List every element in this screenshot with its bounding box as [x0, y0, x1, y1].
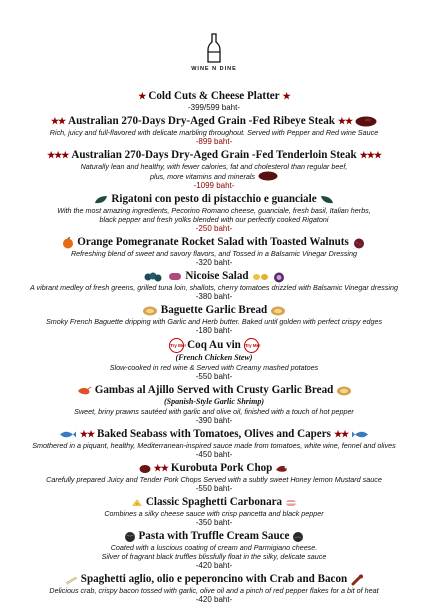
star-icon: ★★	[337, 116, 353, 126]
item-title: Baguette Garlic Bread	[160, 304, 268, 316]
crab-icon	[350, 574, 364, 586]
item-price: -350 baht-	[195, 518, 233, 527]
item-price: -550 baht-	[195, 372, 233, 381]
item-price: -550 baht-	[195, 484, 233, 493]
item-title: Classic Spaghetti Carbonara	[145, 496, 283, 508]
item-description: Delicious crab, crispy bacon tossed with garlic, olive oil and a pinch of red pepper flakes for a bit of heat	[49, 586, 379, 595]
item-description-line2: black pepper and fresh yolks blended with our perfectly cooked Rigatoni	[99, 215, 329, 224]
menu-item	[4, 384, 424, 426]
wine-bottle-icon	[207, 33, 221, 63]
shrimp-icon	[76, 386, 92, 396]
onion-icon	[273, 271, 285, 283]
star-icon: ★	[138, 91, 146, 101]
item-price: -450 baht-	[195, 450, 233, 459]
item-description: Refreshing blend of sweet and savory flavors, and Tossed in a Balsamic Vinegar Dressing	[70, 249, 358, 258]
item-title: Orange Pomegranate Rocket Salad with Toasted Walnuts	[77, 236, 349, 248]
item-title: Cold Cuts & Cheese Platter	[148, 90, 280, 102]
menu-item	[4, 428, 424, 460]
fish-icon	[59, 430, 77, 439]
menu-item	[4, 573, 424, 605]
bread-icon	[270, 305, 286, 317]
star-icon: ★★	[153, 463, 168, 473]
olive-icon	[143, 271, 165, 283]
meat-icon	[139, 464, 151, 474]
item-title: Nicoise Salad	[185, 270, 249, 282]
item-description: Smoky French Baguette dripping with Garlic and Herb butter. Baked until golden with perfect crispy edges	[45, 317, 383, 326]
menu-item	[4, 270, 424, 302]
item-description: Combines a silky cheese sauce with crisp pancetta and black pepper	[104, 509, 324, 518]
star-icon: ★★	[333, 429, 349, 439]
item-title: Australian 270-Days Dry-Aged Grain -Fed Tenderloin Steak	[71, 149, 357, 161]
item-title: Pasta with Truffle Cream Sauce	[138, 530, 290, 542]
item-title: Coq Au vin	[187, 339, 241, 351]
cheese-icon	[131, 498, 143, 508]
item-price: -390 baht-	[195, 416, 233, 425]
try-me-badge: Try Me!	[169, 338, 184, 353]
menu-item	[4, 115, 424, 147]
item-description: Rich, juicy and full-flavored with delicate marbling throughout. Served with Pepper and Red wine Sauce	[49, 128, 379, 137]
item-price: -399/599 baht-	[187, 103, 241, 112]
item-description: Smothered in a piquant, healthy, Mediterranean-inspired sauce made from tomatoes, white wine, fennel and olives	[32, 441, 396, 450]
item-title: Australian 270-Days Dry-Aged Grain -Fed Ribeye Steak	[68, 115, 335, 127]
item-price: -420 baht-	[195, 561, 233, 570]
menu-item	[4, 530, 424, 571]
bread-icon	[336, 385, 352, 397]
item-title: Gambas al Ajillo Served with Crusty Garlic Bread	[94, 384, 334, 396]
item-title: Rigatoni con pesto di pistacchio e guanciale	[111, 193, 317, 205]
item-subtitle: (Spanish-Style Garlic Shrimp)	[163, 397, 264, 406]
truffle-icon	[124, 531, 136, 543]
item-description: A vibrant medley of fresh greens, grilled tuna loin, shallots, cherry tomatoes drizzled with Balsamic Vinegar dressing	[30, 283, 398, 292]
item-description: Carefully prepared Juicy and Tender Pork Chops Served with a subtly sweet Honey lemon Mustard sauce	[46, 475, 382, 484]
star-icon: ★★	[79, 429, 95, 439]
star-icon: ★★★	[47, 150, 69, 160]
menu-item	[4, 304, 424, 336]
star-icon: ★	[282, 91, 290, 101]
egg-icon	[252, 272, 270, 281]
star-icon: ★★★	[359, 150, 381, 160]
menu-item	[4, 496, 424, 528]
leaf-icon	[320, 195, 334, 205]
menu-item	[4, 462, 424, 494]
menu-item	[4, 193, 424, 234]
item-description: Coated with a luscious coating of cream and Parmigiano cheese.	[110, 543, 318, 552]
bread-icon	[142, 305, 158, 317]
meat-icon	[275, 464, 289, 474]
try-me-badge: Try Me!	[244, 338, 259, 353]
star-icon: ★★	[50, 116, 66, 126]
menu-list	[4, 90, 424, 607]
item-description: With the most amazing ingredients, Pecorino Romano cheese, guanciale, fresh basil, Italian herbs,	[57, 206, 371, 215]
item-title: Kurobuta Pork Chop	[170, 462, 273, 474]
brand-name: WINE N DINE	[191, 66, 237, 72]
menu-item	[4, 90, 424, 113]
item-price: -1099 baht-	[193, 181, 235, 190]
item-description: Naturally lean and healthy, with fewer calories, fat and cholesterol than regular beef,	[80, 162, 348, 171]
item-price: -380 baht-	[195, 292, 233, 301]
item-description: Slow-cooked in red wine & Served with Creamy mashed potatoes	[109, 363, 319, 372]
fish-icon	[351, 430, 369, 439]
brand-logo	[0, 33, 428, 72]
item-description-line2: plus, more vitamins and minerals	[149, 171, 256, 181]
menu-item	[4, 338, 424, 382]
leaf-icon	[94, 195, 108, 205]
truffle-icon	[292, 531, 304, 543]
item-description: Sweet, briny prawns sautéed with garlic and olive oil, finished with a touch of hot pepper	[74, 407, 354, 416]
pasta-icon	[64, 575, 78, 585]
menu-item	[4, 149, 424, 191]
olive-icon	[168, 272, 182, 281]
pomegranate-icon	[352, 237, 366, 249]
item-price: -320 baht-	[195, 258, 233, 267]
steak-icon	[258, 171, 278, 181]
steak-icon	[355, 116, 377, 127]
item-title: Spaghetti aglio, olio e peperoncino with Crab and Bacon	[80, 573, 348, 585]
meat-icon	[285, 499, 297, 507]
menu-item	[4, 236, 424, 268]
item-subtitle: (French Chicken Stew)	[175, 353, 253, 362]
item-title: Baked Seabass with Tomatoes, Olives and Capers	[97, 428, 331, 440]
item-price: -250 baht-	[195, 224, 233, 233]
item-description-line2: Silver of fragrant black truffles blissfully float in the silky, delicate sauce	[101, 552, 327, 561]
item-price: -180 baht-	[195, 326, 233, 335]
item-price: -420 baht-	[195, 595, 233, 604]
orange-icon	[62, 237, 74, 249]
item-price: -899 baht-	[195, 137, 233, 146]
